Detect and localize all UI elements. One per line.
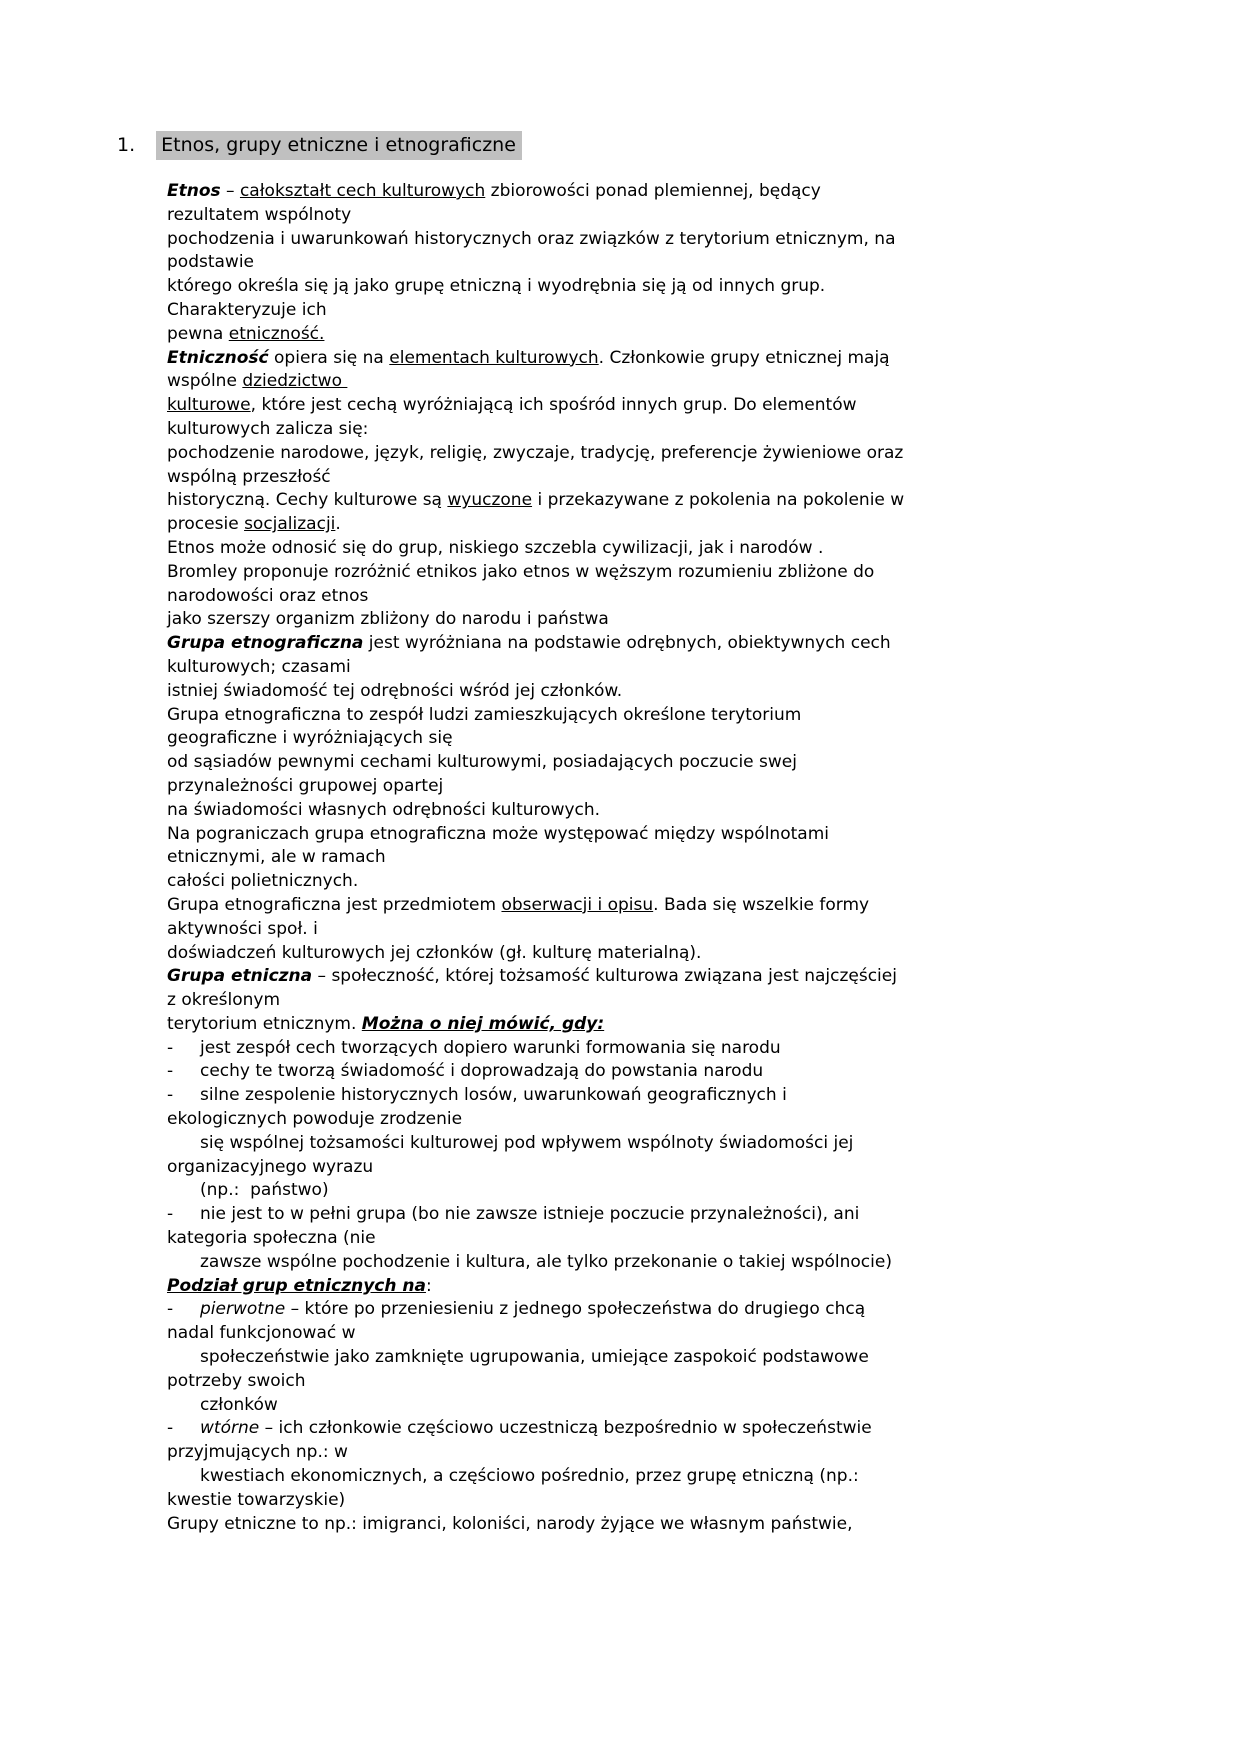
text-run: pochodzenia i uwarunkowań historycznych oraz związków z terytorium etnicznym, na xyxy=(167,228,896,249)
text-run: etnicznymi, ale w ramach xyxy=(167,847,386,868)
text-line xyxy=(167,1084,1177,1108)
text-run: Podział grup etnicznych na xyxy=(167,1275,426,1296)
text-line xyxy=(167,1037,1177,1061)
bullet-dash: - xyxy=(167,1418,174,1439)
text-run: Etniczność xyxy=(167,347,269,368)
text-line xyxy=(167,918,1177,942)
text-run: historyczną. Cechy kulturowe są xyxy=(167,490,448,511)
text-run: społeczeństwie jako zamknięte ugrupowania, umiejące zaspokoić podstawowe xyxy=(200,1347,869,1368)
text-line xyxy=(167,1275,1177,1299)
text-line xyxy=(167,1370,1177,1394)
bullet-dash: - xyxy=(167,1204,174,1225)
text-run: Etnos może odnosić się do grup, niskiego szczebla cywilizacji, jak i narodów . xyxy=(167,537,824,558)
text-run: kwestiach ekonomicznych, a częściowo pośrednio, przez grupę etniczną (np.: xyxy=(200,1466,859,1487)
text-run: Grupa etnograficzna jest przedmiotem xyxy=(167,894,502,915)
text-line xyxy=(167,1298,1177,1322)
text-run: Etnos xyxy=(167,181,221,201)
text-line xyxy=(167,1227,1177,1251)
text-run: Bromley proponuje rozróżnić etnikos jako etnos w węższym rozumieniu zbliżone do xyxy=(167,561,875,582)
text-run: się wspólnej tożsamości kulturowej pod wpływem wspólnoty świadomości jej xyxy=(200,1132,854,1153)
text-line xyxy=(167,418,1177,442)
text-run: całokształt cech kulturowych xyxy=(239,181,486,201)
text-run: potrzeby swoich xyxy=(167,1370,306,1391)
text-run: wspólne xyxy=(167,371,243,392)
text-run: nadal funkcjonować w xyxy=(167,1323,356,1344)
bullet-dash: - xyxy=(167,1085,174,1106)
text-line xyxy=(167,1441,1177,1465)
text-run: Można o niej mówić, gdy: xyxy=(361,1013,605,1034)
text-line xyxy=(167,799,1177,823)
text-line xyxy=(167,1060,1177,1084)
text-line xyxy=(167,1394,1177,1418)
text-run: kwestie towarzyskie) xyxy=(167,1489,346,1510)
text-run: rezultatem wspólnoty xyxy=(167,204,352,225)
text-run: terytorium etnicznym. xyxy=(167,1013,362,1034)
text-run: (np.: państwo) xyxy=(200,1180,329,1201)
text-line xyxy=(167,347,1177,371)
text-line xyxy=(167,656,1177,680)
text-line xyxy=(167,870,1177,894)
text-run: całości polietnicznych. xyxy=(167,871,359,892)
text-run: obserwacji i opisu xyxy=(501,894,654,915)
text-line xyxy=(167,180,1177,204)
text-line xyxy=(167,846,1177,870)
text-run: Charakteryzuje ich xyxy=(167,299,327,320)
text-run: kulturowe xyxy=(167,395,251,416)
text-run: kulturowych zalicza się: xyxy=(167,418,369,439)
text-run: wspólną przeszłość xyxy=(167,466,331,487)
text-run: istniej świadomość tej odrębności wśród jej członków. xyxy=(167,680,623,701)
text-run: Grupa etnograficzna to zespół ludzi zamieszkujących określone terytorium xyxy=(167,704,802,725)
text-run: Grupy etniczne to np.: imigranci, koloniści, narody żyjące we własnym państwie, xyxy=(167,1513,853,1534)
text-run: doświadczeń kulturowych jej członków (gł. kulturę materialną). xyxy=(167,942,702,963)
text-line xyxy=(167,1203,1177,1227)
text-line xyxy=(167,1156,1177,1180)
text-run: przynależności grupowej opartej xyxy=(167,775,444,796)
text-line xyxy=(167,1132,1177,1156)
text-run: zbiorowości ponad plemiennej, będący xyxy=(485,181,821,201)
text-run: : xyxy=(425,1275,432,1296)
text-run: jest zespół cech tworzących dopiero warunki formowania się narodu xyxy=(200,1037,781,1058)
text-run: cechy te tworzą świadomość i doprowadzają do powstania narodu xyxy=(200,1061,764,1082)
bullet-dash: - xyxy=(167,1061,174,1082)
text-run: elementach kulturowych xyxy=(389,347,599,368)
text-line xyxy=(167,823,1177,847)
text-line xyxy=(167,1251,1177,1275)
bullet-dash: - xyxy=(167,1299,174,1320)
heading-title: Etnos, grupy etniczne i etnograficzne xyxy=(156,131,522,160)
text-line xyxy=(167,989,1177,1013)
text-line xyxy=(167,680,1177,704)
text-line xyxy=(167,228,1177,252)
heading-number: 1. xyxy=(117,134,136,156)
bullet-dash: - xyxy=(167,1037,174,1058)
text-line xyxy=(167,513,1177,537)
text-run: pierwotne xyxy=(200,1299,286,1320)
text-run: . Bada się wszelkie formy xyxy=(653,894,870,915)
text-line xyxy=(167,204,1177,228)
text-line xyxy=(167,1322,1177,1346)
text-line xyxy=(167,608,1177,632)
text-run: Grupa etnograficzna xyxy=(167,633,364,654)
text-run: . xyxy=(335,514,341,535)
text-run: wyuczone xyxy=(447,490,533,511)
text-run: członków xyxy=(200,1394,278,1415)
text-line xyxy=(167,1489,1177,1513)
text-run: etniczność. xyxy=(228,323,325,344)
text-run: – xyxy=(220,181,240,201)
text-run: wtórne xyxy=(200,1418,260,1439)
text-line xyxy=(167,632,1177,656)
text-run: przyjmujących np.: w xyxy=(167,1442,348,1463)
text-run: organizacyjnego wyrazu xyxy=(167,1156,374,1177)
text-run: zawsze wspólne pochodzenie i kultura, ale tylko przekonanie o takiej wspólnocie) xyxy=(200,1251,892,1272)
text-run: Na pograniczach grupa etnograficzna może występować między wspólnotami xyxy=(167,823,829,844)
text-run: dziedzictwo xyxy=(242,371,348,392)
text-run: procesie xyxy=(167,514,245,535)
text-line xyxy=(167,1108,1177,1132)
text-line xyxy=(167,1465,1177,1489)
text-run: pochodzenie narodowe, język, religię, zwyczaje, tradycję, preferencje żywieniowe oraz xyxy=(167,442,904,463)
text-run: narodowości oraz etnos xyxy=(167,585,369,606)
text-run: opiera się na xyxy=(268,347,390,368)
text-run: i przekazywane z pokolenia na pokolenie w xyxy=(532,490,905,511)
text-run: ekologicznych powoduje zrodzenie xyxy=(167,1109,463,1130)
text-line xyxy=(167,323,1177,347)
text-line xyxy=(167,442,1177,466)
text-run: geograficzne i wyróżniających się xyxy=(167,728,453,749)
text-run: aktywności społ. i xyxy=(167,918,318,939)
text-line xyxy=(167,894,1177,918)
text-line xyxy=(167,775,1177,799)
text-run: – które po przeniesieniu z jednego społeczeństwa do drugiego chcą xyxy=(285,1299,866,1320)
text-line xyxy=(167,299,1177,323)
text-run: podstawie xyxy=(167,252,255,273)
text-run: , które jest cechą wyróżniającą ich spośród innych grup. Do elementów xyxy=(250,395,857,416)
text-run: socjalizacji xyxy=(244,514,336,535)
text-line xyxy=(167,275,1177,299)
text-line xyxy=(167,489,1177,513)
text-line xyxy=(167,751,1177,775)
text-run: Grupa etniczna xyxy=(167,966,313,987)
text-line xyxy=(167,585,1177,609)
text-run: – społeczność, której tożsamość kulturowa związana jest najczęściej xyxy=(312,966,897,987)
text-line xyxy=(167,466,1177,490)
text-run: nie jest to w pełni grupa (bo nie zawsze istnieje poczucie przynależności), ani xyxy=(200,1204,860,1225)
text-line xyxy=(167,1417,1177,1441)
text-line xyxy=(167,537,1177,561)
text-line xyxy=(167,1179,1177,1203)
text-line xyxy=(167,1346,1177,1370)
text-run: pewna xyxy=(167,323,229,344)
text-line xyxy=(167,1513,1177,1537)
text-line xyxy=(167,704,1177,728)
text-run: . Członkowie grupy etnicznej mają xyxy=(598,347,890,368)
text-line xyxy=(167,394,1177,418)
document-body xyxy=(167,180,1177,1536)
text-line xyxy=(167,727,1177,751)
text-run: od sąsiadów pewnymi cechami kulturowymi, posiadających poczucie swej xyxy=(167,752,797,773)
text-line xyxy=(167,965,1177,989)
text-line xyxy=(167,561,1177,585)
section-heading xyxy=(117,131,522,160)
text-line xyxy=(167,251,1177,275)
text-run: kulturowych; czasami xyxy=(167,656,351,677)
text-run: z określonym xyxy=(167,990,281,1011)
text-run: jako szerszy organizm zbliżony do narodu i państwa xyxy=(167,609,609,630)
text-run: jest wyróżniana na podstawie odrębnych, obiektywnych cech xyxy=(363,633,891,654)
text-line xyxy=(167,370,1177,394)
text-run: kategoria społeczna (nie xyxy=(167,1228,376,1249)
text-run: na świadomości własnych odrębności kulturowych. xyxy=(167,799,601,820)
text-run: którego określa się ją jako grupę etniczną i wyodrębnia się ją od innych grup. xyxy=(167,276,826,297)
text-run: silne zespolenie historycznych losów, uwarunkowań geograficznych i xyxy=(200,1085,787,1106)
text-line xyxy=(167,1013,1177,1037)
text-run: – ich członkowie częściowo uczestniczą bezpośrednio w społeczeństwie xyxy=(259,1418,872,1439)
text-line xyxy=(167,942,1177,966)
